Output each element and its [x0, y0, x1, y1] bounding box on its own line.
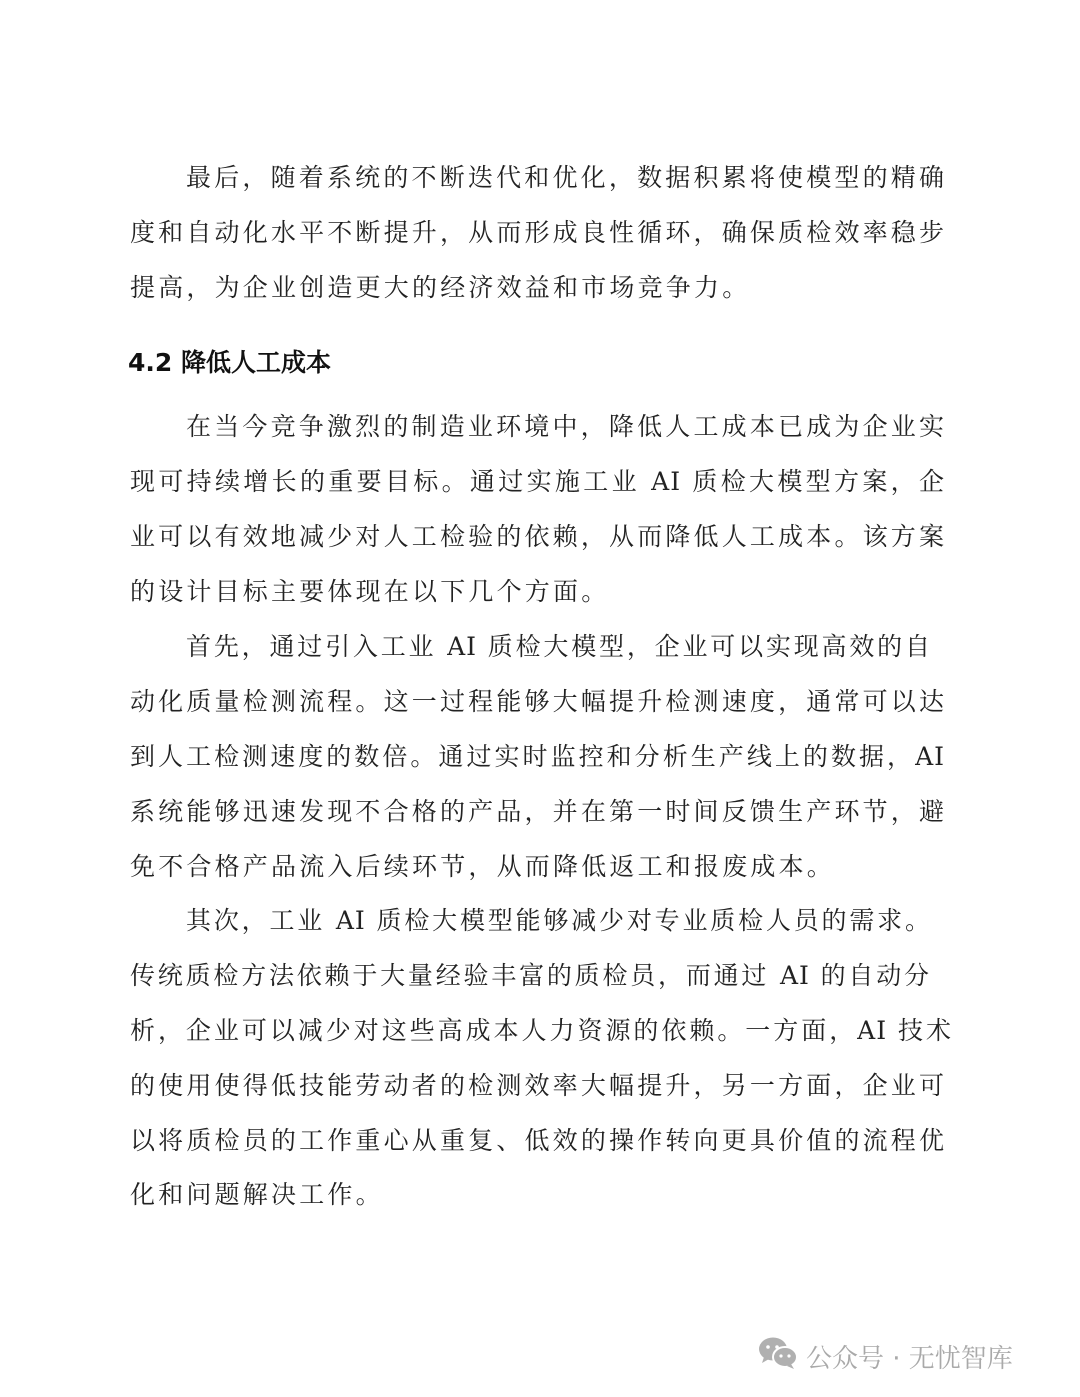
- text-line: 的使用使得低技能劳动者的检测效率大幅提升，另一方面，企业可: [130, 1071, 945, 1100]
- text-line: 提高，为企业创造更大的经济效益和市场竞争力。: [130, 273, 751, 302]
- text-line: 在当今竞争激烈的制造业环境中，降低人工成本已成为企业实: [186, 412, 945, 441]
- text-line: 度和自动化水平不断提升，从而形成良性循环，确保质检效率稳步: [130, 218, 945, 247]
- text-line: 其次，工业 AI 质检大模型能够减少对专业质检人员的需求。: [186, 906, 931, 935]
- text-line: 析，企业可以减少对这些高成本人力资源的依赖。一方面，AI 技术: [130, 1016, 952, 1045]
- text-line: 的设计目标主要体现在以下几个方面。: [130, 577, 610, 606]
- text-line: 首先，通过引入工业 AI 质检大模型，企业可以实现高效的自: [186, 632, 931, 661]
- text-line: 传统质检方法依赖于大量经验丰富的质检员，而通过 AI 的自动分: [130, 961, 930, 990]
- wechat-icon: [758, 1336, 798, 1377]
- text-line: 动化质量检测流程。这一过程能够大幅提升检测速度，通常可以达: [130, 687, 945, 716]
- text-line: 到人工检测速度的数倍。通过实时监控和分析生产线上的数据，AI: [130, 742, 945, 771]
- text-line: 化和问题解决工作。: [130, 1180, 384, 1209]
- section-heading: 4.2 降低人工成本: [128, 348, 331, 377]
- text-line: 以将质检员的工作重心从重复、低效的操作转向更具价值的流程优: [130, 1126, 945, 1155]
- watermark-text: 公众号 · 无忧智库: [806, 1344, 1013, 1374]
- text-line: 现可持续增长的重要目标。通过实施工业 AI 质检大模型方案，企: [130, 467, 945, 496]
- text-line: 系统能够迅速发现不合格的产品，并在第一时间反馈生产环节，避: [130, 797, 945, 826]
- watermark: [758, 1336, 1013, 1377]
- text-line: 免不合格产品流入后续环节，从而降低返工和报废成本。: [130, 852, 836, 881]
- text-line: 业可以有效地减少对人工检验的依赖，从而降低人工成本。该方案: [130, 522, 945, 551]
- text-line: 最后，随着系统的不断迭代和优化，数据积累将使模型的精确: [186, 163, 945, 192]
